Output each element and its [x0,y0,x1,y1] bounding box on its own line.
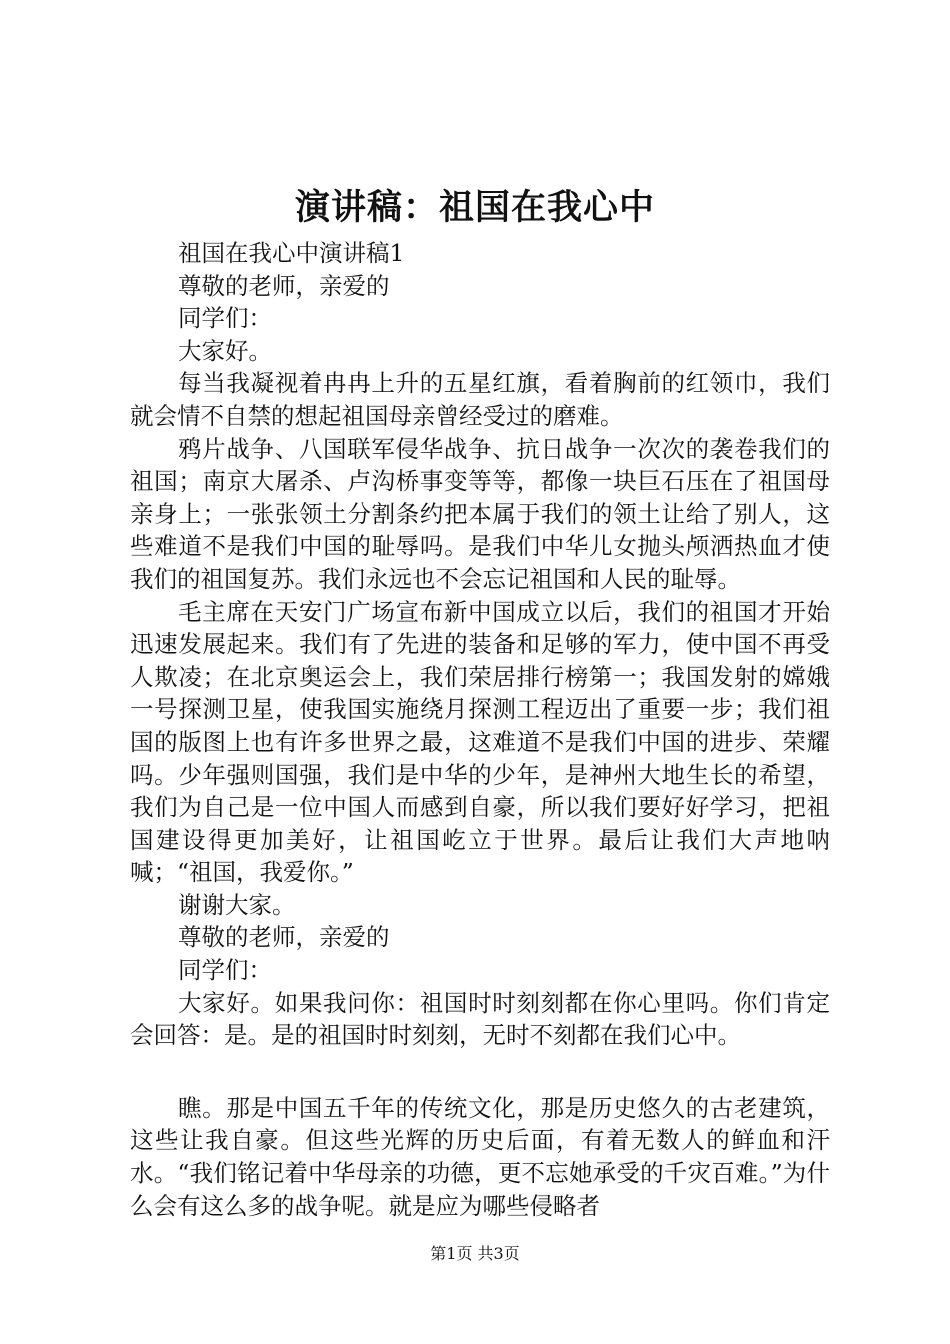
document-title: 演讲稿：祖国在我心中 [294,187,655,228]
paragraph-body: 毛主席在天安门广场宣布新中国成立以后，我们的祖国才开始迅速发展起来。我们有了先进的装备和足够的军力，使中国不再受人欺凌；在北京奥运会上，我们荣居排行榜第一；我国发射的嫦娥一号探测卫星，使我国实施绕月探测工程迈出了重要一步；我们祖国的版图上也有许多世界之最，这难道不是我们中国的进步、荣耀吗。少年强则国强，我们是中华的少年，是神州大地生长的希望，我们为自己是一位中国人而感到自豪，所以我们要好好学习，把祖国建设得更加美好，让祖国屹立于世界。最后让我们大声地呐喊；“祖国，我爱你。” [130,597,830,887]
paragraph-thanks: 谢谢大家。 [178,890,296,919]
paragraph-spacer [130,1052,830,1092]
paragraph-body: 瞧。那是中国五千年的传统文化，那是历史悠久的古老建筑，这些让我自豪。但这些光辉的历史后面，有着无数人的鲜血和汗水。“我们铭记着中华母亲的功德，更不忘她承受的千灾百难。”为什么会有这么多的战争呢。就是应为哪些侵略者 [130,1093,830,1220]
paragraph-salutation-cont: 同学们： [178,956,272,985]
paragraph-salutation: 尊敬的老师，亲爱的 [178,923,390,952]
paragraph-salutation-cont: 同学们： [178,304,272,333]
paragraph-body: 每当我凝视着冉冉上升的五星红旗，看着胸前的红领巾，我们就会情不自禁的想起祖国母亲曾经受过的磨难。 [130,369,830,430]
paragraph-body: 大家好。如果我问你：祖国时时刻刻都在你心里吗。你们肯定会回答：是。是的祖国时时刻刻，无时不刻都在我们心中。 [130,988,830,1050]
page-number-footer: 第1页 共3页 [430,1244,520,1263]
document-body [130,237,830,1222]
paragraph-salutation: 尊敬的老师，亲爱的 [178,271,390,300]
paragraph-body: 鸦片战争、八国联军侵华战争、抗日战争一次次的袭卷我们的祖国；南京大屠杀、卢沟桥事变等等，都像一块巨石压在了祖国母亲身上；一张张领土分割条约把本属于我们的领土让给了别人，这些难道不是我们中国的耻辱吗。是我们中华儿女抛头颅洒热血才使我们的祖国复苏。我们永远也不会忘记祖国和人民的耻辱。 [130,434,830,593]
paragraph-greeting: 大家好。 [178,336,272,365]
paragraph-subtitle: 祖国在我心中演讲稿1 [178,239,405,267]
